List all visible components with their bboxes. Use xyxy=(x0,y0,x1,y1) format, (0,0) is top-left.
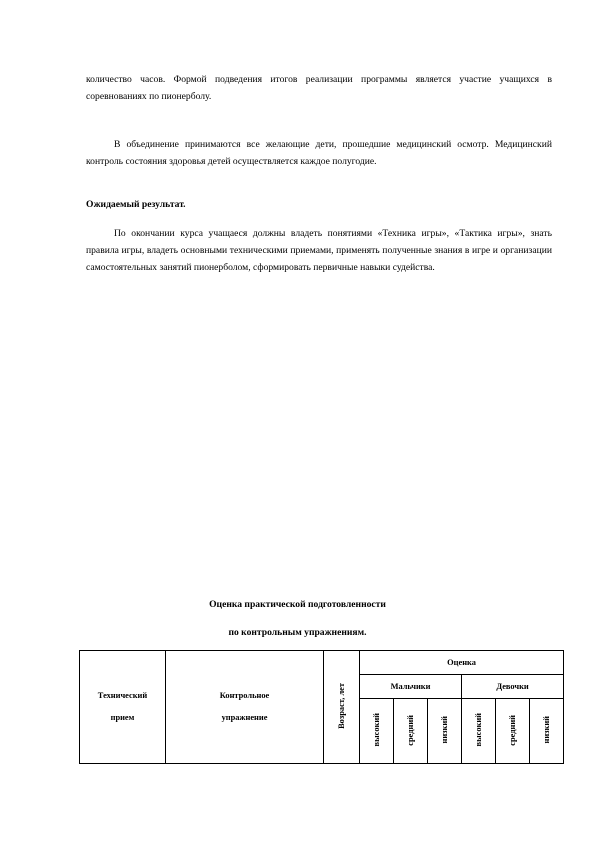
assessment-table xyxy=(79,650,564,764)
header-exercise-line2: упражнение xyxy=(221,713,268,722)
header-girls: Девочки xyxy=(462,675,564,699)
boys-level-high xyxy=(360,699,394,764)
girls-level-mid xyxy=(496,699,530,764)
girls-level-mid-label: средний xyxy=(508,714,517,746)
boys-level-mid xyxy=(394,699,428,764)
paragraph-expected-result: По окончании курса учащаеся должны владеть понятиями «Техника игры», «Тактика игры», знать правила игры, владеть основными техническими приемами, применять полученные знания в игре и организации самостоятельных занятий пионерболом, сформировать первичные навыки судейства. xyxy=(86,228,552,273)
header-age-label: Возраст, лет xyxy=(337,683,346,729)
girls-level-low-label: низкий xyxy=(542,716,552,744)
header-grade: Оценка xyxy=(360,651,564,675)
header-boys: Мальчики xyxy=(360,675,462,699)
header-technique-line2: прием xyxy=(110,713,135,722)
header-technique-line1: Технический xyxy=(97,691,148,700)
boys-level-high-label: высокий xyxy=(372,713,381,747)
boys-level-low xyxy=(428,699,462,764)
header-exercise xyxy=(166,651,324,764)
table-title: Оценка практической подготовленности xyxy=(209,599,386,610)
boys-level-low-label: низкий xyxy=(440,716,449,744)
header-age xyxy=(324,651,360,764)
table-subtitle: по контрольным упражнениям. xyxy=(228,627,367,638)
girls-level-high xyxy=(462,699,496,764)
header-exercise-line1: Контрольное xyxy=(219,691,270,700)
boys-level-mid-label: средний xyxy=(406,714,415,746)
paragraph-participation: количество часов. Формой подведения итогов реализации программы является участие учащихся в соревнованиях по пионерболу. xyxy=(86,74,552,102)
heading-expected-result: Ожидаемый результат. xyxy=(86,199,186,210)
girls-level-high-label: высокий xyxy=(474,713,483,747)
header-technique xyxy=(80,651,166,764)
paragraph-admission: В объединение принимаются все желающие дети, прошедшие медицинский осмотр. Медицинский контроль состояния здоровья детей осуществляется каждое полугодие. xyxy=(86,139,552,167)
girls-level-low xyxy=(530,699,564,764)
